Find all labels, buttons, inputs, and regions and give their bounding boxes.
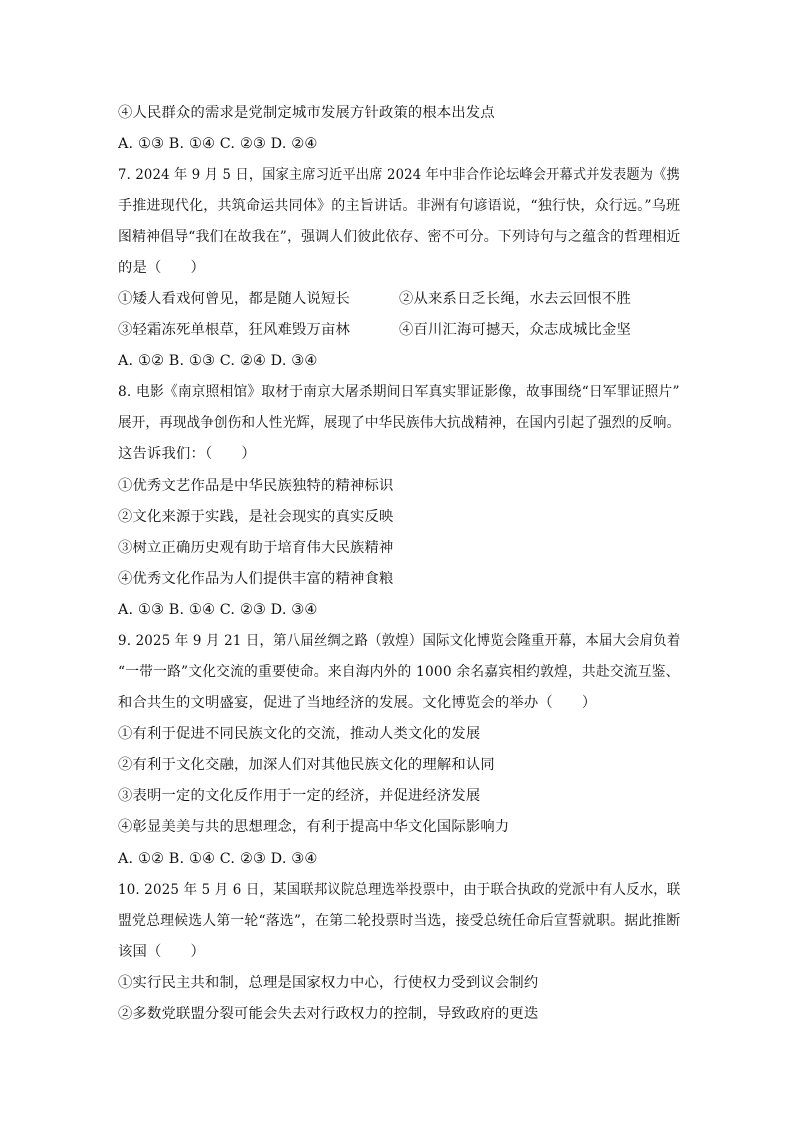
q8-item-1: ①优秀文艺作品是中华民族独特的精神标识 [118, 478, 394, 494]
q7-options: A. ①② B. ①③ C. ②④ D. ③④ [118, 353, 318, 369]
q8-stem-line-3: 这告诉我们：（ ） [118, 446, 256, 462]
q7-stem-line-1: 7. 2024 年 9 月 5 日，国家主席习近平出席 2024 年中非合作论坛峰会开幕式并发表题为《携 [118, 167, 680, 183]
q7-stem-line-3: 图精神倡导“我们在故我在”，强调人们彼此依存、密不可分。下列诗句与之蕴含的哲理相近 [118, 229, 681, 245]
q7-stem-line-4: 的是（ ） [118, 260, 205, 276]
q9-item-3: ③表明一定的文化反作用于一定的经济，并促进经济发展 [118, 788, 481, 804]
q9-item-1: ①有利于促进不同民族文化的交流，推动人类文化的发展 [118, 726, 481, 742]
q7-item-4: ④百川汇海可撼天，众志成城比金坚 [399, 322, 631, 338]
q9-stem-line-3: 和合共生的文明盛宴，促进了当地经济的发展。文化博览会的举办（ ） [118, 695, 597, 711]
q8-options: A. ①③ B. ①④ C. ②③ D. ③④ [118, 602, 318, 618]
q9-stem-line-2: “一带一路”文化交流的重要使命。来自海内外的 1000 余名嘉宾相约敦煌，共赴交流互鉴、 [118, 664, 680, 680]
q10-item-1: ①实行民主共和制，总理是国家权力中心，行使权力受到议会制约 [118, 975, 539, 991]
q10-stem-line-3: 该国（ ） [118, 944, 205, 960]
q9-stem-line-1: 9. 2025 年 9 月 21 日，第八届丝绸之路（敦煌）国际文化博览会隆重开幕，本届大会肩负着 [118, 633, 681, 649]
q10-stem-line-2: 盟党总理候选人第一轮“落选”，在第二轮投票时当选，接受总统任命后宣誓就职。据此推断 [118, 913, 681, 929]
q7-item-2: ②从来系日乏长绳，水去云回恨不胜 [399, 291, 631, 307]
q8-stem-line-2: 展开，再现战争创伤和人性光辉，展现了中华民族伟大抗战精神，在国内引起了强烈的反响。 [118, 415, 681, 431]
q8-item-3: ③树立正确历史观有助于培育伟大民族精神 [118, 540, 394, 556]
q7-item-1: ①矮人看戏何曾见，都是随人说短长 [118, 291, 350, 307]
q10-stem-line-1: 10. 2025 年 5 月 6 日，某国联邦议院总理选举投票中，由于联合执政的党派中有人反水，联 [118, 882, 681, 898]
q8-item-4: ④优秀文化作品为人们提供丰富的精神食粮 [118, 571, 394, 587]
q9-item-2: ②有利于文化交融，加深人们对其他民族文化的理解和认同 [118, 757, 495, 773]
q7-stem-line-2: 手推进现代化，共筑命运共同体》的主旨讲话。非洲有句谚语说，“独行快，众行远。”乌班 [118, 198, 681, 214]
q10-item-2: ②多数党联盟分裂可能会失去对行政权力的控制，导致政府的更迭 [118, 1006, 539, 1022]
q8-stem-line-1: 8. 电影《南京照相馆》取材于南京大屠杀期间日军真实罪证影像，故事围绕“日军罪证照片” [118, 384, 680, 400]
q9-item-4: ④彰显美美与共的思想理念，有利于提高中华文化国际影响力 [118, 819, 510, 835]
q6-item-4: ④人民群众的需求是党制定城市发展方针政策的根本出发点 [118, 105, 495, 121]
q7-item-3: ③轻霜冻死单根草，狂风难毁万亩林 [118, 322, 350, 338]
q6-options: A. ①③ B. ①④ C. ②③ D. ②④ [118, 136, 318, 152]
q8-item-2: ②文化来源于实践，是社会现实的真实反映 [118, 509, 394, 525]
q9-options: A. ①② B. ①④ C. ②③ D. ③④ [118, 851, 318, 867]
